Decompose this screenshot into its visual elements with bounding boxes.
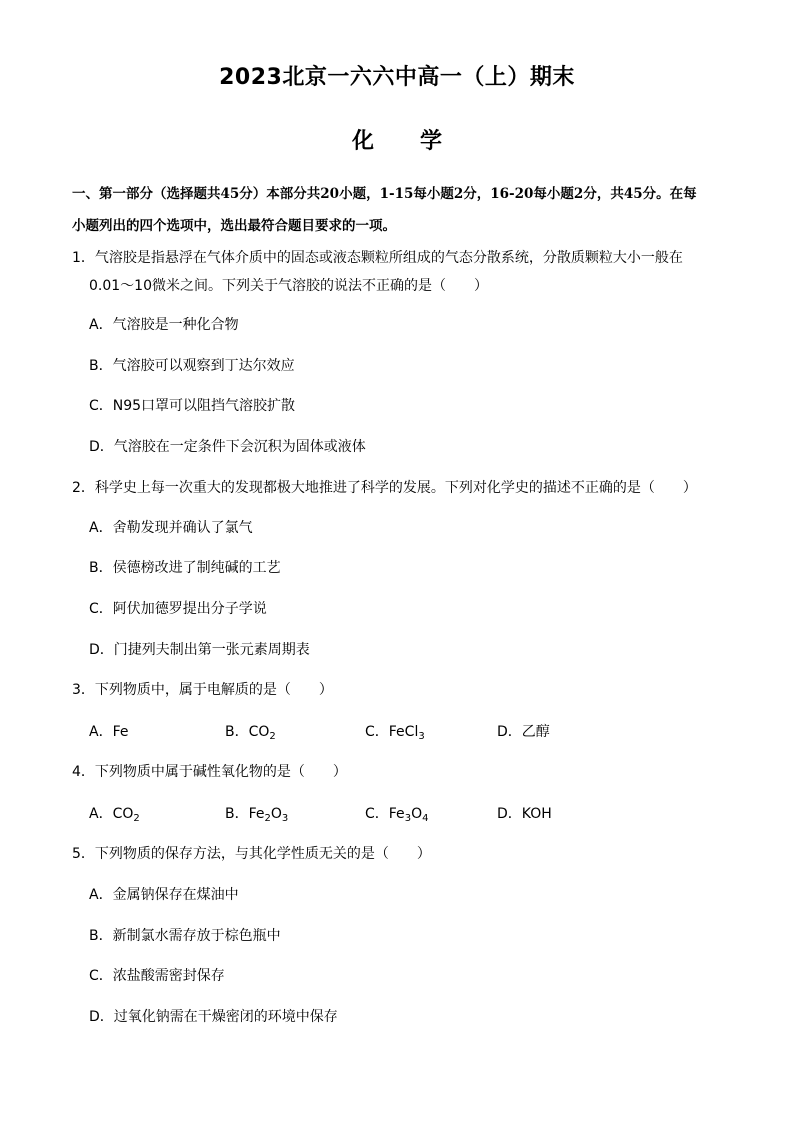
question-3-option-b-subscript: 2 xyxy=(269,731,276,742)
question-3-option-d xyxy=(497,722,550,742)
question-4-option-c-text-2: O xyxy=(411,806,423,822)
question-5-option-c: C．浓盐酸需密封保存 xyxy=(89,968,225,984)
question-5-stem xyxy=(72,840,737,868)
question-4-option-d xyxy=(497,804,552,824)
question-4-option-a xyxy=(89,804,140,824)
question-4-option-a-subscript: 2 xyxy=(133,813,140,824)
question-2-option-d: D．门捷列夫制出第一张元素周期表 xyxy=(89,642,310,658)
question-4-option-c-text: C．Fe xyxy=(365,806,405,822)
question-4-option-d-text: D．KOH xyxy=(497,806,552,822)
question-2-option-b: B．侯德榜改进了制纯碱的工艺 xyxy=(89,560,281,576)
question-4-stem-line-1: 4．下列物质中属于碱性氧化物的是（ ） xyxy=(72,764,347,780)
question-2-option-c: C．阿伏加德罗提出分子学说 xyxy=(89,601,267,617)
question-2-option-a: A．舍勒发现并确认了氯气 xyxy=(89,520,253,536)
question-2-stem-line-1: 2．科学史上每一次重大的发现都极大地推进了科学的发展。下列对化学史的描述不正确的是（ ） xyxy=(72,480,697,496)
section-intro xyxy=(72,178,732,242)
question-3-stem-line-1: 3．下列物质中，属于电解质的是（ ） xyxy=(72,682,333,698)
question-3-option-c-subscript: 3 xyxy=(418,731,425,742)
question-5-stem-line-1: 5．下列物质的保存方法，与其化学性质无关的是（ ） xyxy=(72,846,431,862)
question-4-option-b-text: B．Fe xyxy=(225,806,265,822)
question-3-option-b-text: B．CO xyxy=(225,724,270,740)
question-1-option-b: B．气溶胶可以观察到丁达尔效应 xyxy=(89,358,295,374)
question-4-option-b xyxy=(225,804,288,824)
question-2-stem xyxy=(72,474,737,502)
section-intro-line-2: 小题列出的四个选项中，选出最符合题目要求的一项。 xyxy=(72,218,396,234)
question-1-option-d: D．气溶胶在一定条件下会沉积为固体或液体 xyxy=(89,439,366,455)
question-4-option-c-subscript-2: 4 xyxy=(422,813,429,824)
question-3-option-a-text: A．Fe xyxy=(89,724,129,740)
question-5-option-d: D．过氧化钠需在干燥密闭的环境中保存 xyxy=(89,1009,338,1025)
question-1-option-a: A．气溶胶是一种化合物 xyxy=(89,317,239,333)
subject-char-1: 化 xyxy=(351,129,374,154)
page-title: 2023北京一六六中高一（上）期末 xyxy=(219,65,575,90)
subject-heading xyxy=(0,124,794,155)
question-3-option-a xyxy=(89,722,128,742)
question-4-option-b-subscript-2: 3 xyxy=(281,813,289,824)
question-1-stem xyxy=(72,244,737,300)
question-3-option-d-text: D．乙醇 xyxy=(497,724,550,740)
question-4-option-c xyxy=(365,804,428,824)
question-1-stem-line-1: 1．气溶胶是指悬浮在气体介质中的固态或液态颗粒所组成的气态分散系统，分散质颗粒大小一般在 xyxy=(72,250,683,266)
question-4-option-b-subscript-1: 2 xyxy=(264,813,271,824)
question-3-option-b xyxy=(225,722,276,742)
subject-char-2: 学 xyxy=(420,129,443,154)
question-5-option-b: B．新制氯水需存放于棕色瓶中 xyxy=(89,928,281,944)
question-1-stem-line-2: 0.01～10微米之间。下列关于气溶胶的说法不正确的是（ ） xyxy=(89,278,488,294)
question-3-option-c-text: C．FeCl xyxy=(365,724,419,740)
section-intro-line-1: 一、第一部分（选择题共45分）本部分共20小题，1-15每小题2分，16-20每小题2分，共45分。在每 xyxy=(72,186,697,202)
question-5-option-a: A．金属钠保存在煤油中 xyxy=(89,887,239,903)
question-4-option-c-subscript-1: 3 xyxy=(404,813,412,824)
question-3-option-c xyxy=(365,722,425,742)
question-4-option-b-text-2: O xyxy=(270,806,282,822)
question-3-stem xyxy=(72,676,737,704)
question-1-option-c: C．N95口罩可以阻挡气溶胶扩散 xyxy=(89,398,296,414)
question-4-stem xyxy=(72,758,737,786)
question-4-option-a-text: A．CO xyxy=(89,806,134,822)
